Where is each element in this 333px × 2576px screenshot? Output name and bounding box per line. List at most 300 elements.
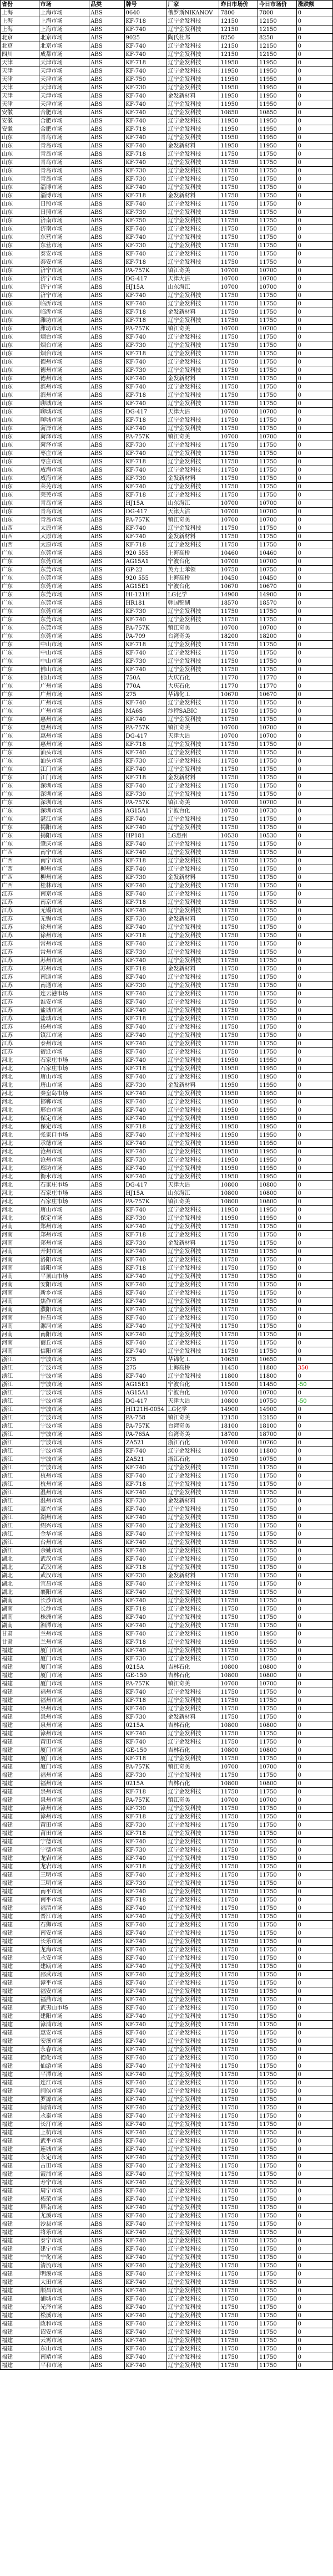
cell-today-price: 11950 <box>258 100 296 109</box>
cell-today-price: 10700 <box>258 433 296 441</box>
cell-today-price: 11750 <box>258 1854 296 1863</box>
cell-manufacturer: 辽宁金发科技 <box>167 200 219 208</box>
table-row <box>1 915 333 923</box>
table-row <box>1 715 333 724</box>
cell-change: 0 <box>296 425 332 433</box>
cell-manufacturer: 辽宁金发科技 <box>167 1264 219 1272</box>
cell-change: 0 <box>296 1871 332 1879</box>
cell-grade: KF-740 <box>124 2046 167 2054</box>
cell-grade: PA-757K <box>124 1198 167 1206</box>
cell-province: 河南 <box>1 1239 39 1248</box>
cell-yesterday-price: 11950 <box>219 1106 258 1115</box>
cell-province: 湖北 <box>1 1563 39 1572</box>
cell-change: 0 <box>296 1356 332 1364</box>
cell-yesterday-price: 12150 <box>219 42 258 50</box>
cell-province: 山东 <box>1 341 39 350</box>
cell-market: 闽侯市场 <box>39 2087 89 2095</box>
cell-grade: HP181 <box>124 832 167 840</box>
cell-grade: KF-730 <box>124 1821 167 1829</box>
table-row <box>1 2312 333 2320</box>
cell-market: 菏泽市场 <box>39 433 89 441</box>
cell-manufacturer: 辽宁金发科技 <box>167 1472 219 1480</box>
cell-yesterday-price: 11750 <box>219 1339 258 1347</box>
cell-grade: KF-740 <box>124 1090 167 1098</box>
cell-market: 南靖市场 <box>39 2353 89 2362</box>
cell-market: 武汉市场 <box>39 1563 89 1572</box>
cell-market: 襄阳市场 <box>39 1588 89 1597</box>
cell-manufacturer: 辽宁金发科技 <box>167 824 219 832</box>
cell-yesterday-price: 11750 <box>219 541 258 549</box>
cell-province: 福建 <box>1 2303 39 2312</box>
cell-province: 山东 <box>1 400 39 408</box>
cell-manufacturer: 辽宁金发科技 <box>167 167 219 175</box>
cell-today-price: 11750 <box>258 1904 296 1913</box>
cell-category: ABS <box>89 1447 124 1455</box>
cell-manufacturer: 辽宁金发科技 <box>167 1505 219 1514</box>
cell-province: 广东 <box>1 641 39 649</box>
cell-province: 福建 <box>1 2212 39 2220</box>
cell-yesterday-price: 11750 <box>219 466 258 474</box>
cell-market: 滨州市场 <box>39 383 89 391</box>
cell-province: 河北 <box>1 1173 39 1181</box>
table-row <box>1 657 333 666</box>
cell-today-price: 11750 <box>258 1788 296 1796</box>
cell-category: ABS <box>89 383 124 391</box>
cell-grade: KF-740 <box>124 358 167 366</box>
cell-market: 汕头市场 <box>39 749 89 757</box>
cell-province: 福建 <box>1 1755 39 1763</box>
cell-manufacturer: 天津大沽 <box>167 1181 219 1189</box>
cell-manufacturer: 辽宁金发科技 <box>167 458 219 466</box>
cell-yesterday-price: 11750 <box>219 1497 258 1505</box>
cell-yesterday-price: 11750 <box>219 1239 258 1248</box>
cell-category: ABS <box>89 142 124 150</box>
cell-change: 0 <box>296 192 332 200</box>
cell-change: 0 <box>296 508 332 516</box>
cell-today-price: 10800 <box>258 1189 296 1198</box>
cell-province: 福建 <box>1 2229 39 2237</box>
cell-yesterday-price: 11750 <box>219 1489 258 1497</box>
cell-province: 山东 <box>1 474 39 483</box>
cell-manufacturer: 辽宁金发科技 <box>167 1771 219 1780</box>
cell-market: 天津市场 <box>39 92 89 100</box>
cell-category: ABS <box>89 1929 124 1938</box>
cell-change: 0 <box>296 2095 332 2104</box>
cell-province: 福建 <box>1 1696 39 1705</box>
cell-change: 0 <box>296 1721 332 1730</box>
cell-change: 0 <box>296 1638 332 1647</box>
cell-grade: KF-740 <box>124 533 167 541</box>
cell-grade: KF-740 <box>124 2095 167 2104</box>
cell-category: ABS <box>89 258 124 267</box>
cell-change: 0 <box>296 790 332 799</box>
table-row <box>1 2345 333 2353</box>
cell-grade: KF-740 <box>124 183 167 192</box>
cell-grade: KF-730 <box>124 607 167 616</box>
cell-manufacturer: 镇江奇美 <box>167 724 219 732</box>
cell-market: 太原市场 <box>39 524 89 533</box>
table-row <box>1 1281 333 1289</box>
cell-market: 福清市场 <box>39 1904 89 1913</box>
cell-yesterday-price: 11750 <box>219 308 258 316</box>
cell-manufacturer: 辽宁金发科技 <box>167 1530 219 1539</box>
table-row <box>1 1530 333 1539</box>
cell-market: 唐山市场 <box>39 1081 89 1090</box>
cell-manufacturer: 辽宁金发科技 <box>167 1971 219 1979</box>
cell-category: ABS <box>89 1522 124 1530</box>
cell-market: 莆田市场 <box>39 1821 89 1829</box>
table-row <box>1 100 333 109</box>
cell-province: 河北 <box>1 1198 39 1206</box>
cell-grade: KF-718 <box>124 316 167 325</box>
table-row <box>1 524 333 533</box>
cell-yesterday-price: 11750 <box>219 200 258 208</box>
table-row <box>1 92 333 100</box>
cell-category: ABS <box>89 1954 124 1962</box>
cell-market: 泰安市场 <box>39 258 89 267</box>
cell-manufacturer: 台湾奇美 <box>167 632 219 641</box>
cell-change: 0 <box>296 799 332 807</box>
cell-province: 山东 <box>1 491 39 499</box>
cell-yesterday-price: 11750 <box>219 641 258 649</box>
cell-change: 0 <box>296 2004 332 2012</box>
cell-category: ABS <box>89 1206 124 1214</box>
cell-manufacturer: 金发新材料 <box>167 1239 219 1248</box>
cell-market: 佛山市场 <box>39 674 89 682</box>
cell-province: 福建 <box>1 1979 39 1987</box>
cell-manufacturer: 天津大沽 <box>167 408 219 416</box>
cell-change: 0 <box>296 732 332 740</box>
cell-manufacturer: 金发新材料 <box>167 873 219 882</box>
cell-category: ABS <box>89 1322 124 1331</box>
cell-change: 0 <box>296 1048 332 1056</box>
cell-manufacturer: 辽宁金发科技 <box>167 641 219 649</box>
cell-yesterday-price: 11750 <box>219 1788 258 1796</box>
cell-change: 0 <box>296 1580 332 1588</box>
cell-grade: KF-740 <box>124 890 167 898</box>
cell-category: ABS <box>89 1705 124 1713</box>
cell-province: 天津 <box>1 84 39 92</box>
cell-category: ABS <box>89 1572 124 1580</box>
cell-category: ABS <box>89 408 124 416</box>
cell-change: 0 <box>296 1738 332 1746</box>
cell-manufacturer: 辽宁金发科技 <box>167 998 219 1006</box>
cell-province: 山东 <box>1 366 39 375</box>
cell-grade: KF-740 <box>124 616 167 624</box>
cell-market: 中山市场 <box>39 657 89 666</box>
cell-today-price: 10700 <box>258 508 296 516</box>
table-row <box>1 1156 333 1164</box>
cell-category: ABS <box>89 1173 124 1181</box>
cell-category: ABS <box>89 582 124 591</box>
cell-today-price: 11750 <box>258 857 296 865</box>
cell-yesterday-price: 11750 <box>219 2087 258 2095</box>
cell-province: 福建 <box>1 1888 39 1896</box>
cell-manufacturer: 辽宁金发科技 <box>167 699 219 707</box>
cell-today-price: 11750 <box>258 416 296 425</box>
cell-market: 东莞市场 <box>39 549 89 558</box>
cell-market: 邵武市场 <box>39 1971 89 1979</box>
cell-yesterday-price: 11750 <box>219 150 258 159</box>
cell-manufacturer: 沙特SABIC <box>167 707 219 715</box>
cell-manufacturer: 辽宁金发科技 <box>167 1630 219 1638</box>
cell-manufacturer: 辽宁金发科技 <box>167 449 219 458</box>
cell-today-price: 10760 <box>258 1439 296 1447</box>
cell-category: ABS <box>89 2154 124 2162</box>
cell-market: 临沂市场 <box>39 308 89 316</box>
cell-yesterday-price: 11750 <box>219 782 258 790</box>
cell-market: 宁波市场 <box>39 1422 89 1430</box>
cell-today-price: 11750 <box>258 1522 296 1530</box>
table-row <box>1 1663 333 1672</box>
cell-yesterday-price: 11750 <box>219 192 258 200</box>
cell-yesterday-price: 11750 <box>219 998 258 1006</box>
cell-category: ABS <box>89 17 124 25</box>
cell-manufacturer: 辽宁金发科技 <box>167 1148 219 1156</box>
cell-today-price: 11750 <box>258 1605 296 1613</box>
cell-change: 0 <box>296 524 332 533</box>
cell-today-price: 10750 <box>258 1397 296 1405</box>
table-row <box>1 1896 333 1904</box>
cell-today-price: 11750 <box>258 965 296 973</box>
cell-grade: KF-740 <box>124 2079 167 2087</box>
cell-manufacturer: 辽宁金发科技 <box>167 865 219 873</box>
cell-today-price: 11750 <box>258 300 296 308</box>
cell-change: 0 <box>296 1106 332 1115</box>
cell-change: 0 <box>296 815 332 824</box>
cell-category: ABS <box>89 159 124 167</box>
cell-today-price: 11950 <box>258 1164 296 1173</box>
cell-category: ABS <box>89 1563 124 1572</box>
cell-manufacturer: 金发新材料 <box>167 1572 219 1580</box>
cell-today-price: 11750 <box>258 2170 296 2179</box>
cell-market: 厦门市场 <box>39 1763 89 1771</box>
cell-today-price: 11750 <box>258 2054 296 2062</box>
cell-yesterday-price: 11750 <box>219 757 258 765</box>
cell-grade: 750A <box>124 674 167 682</box>
cell-today-price: 11750 <box>258 533 296 541</box>
cell-today-price: 11750 <box>258 840 296 849</box>
cell-category: ABS <box>89 732 124 740</box>
cell-category: ABS <box>89 624 124 632</box>
cell-manufacturer: 辽宁金发科技 <box>167 1805 219 1813</box>
cell-yesterday-price: 11750 <box>219 1040 258 1048</box>
cell-change: 0 <box>296 2071 332 2079</box>
cell-yesterday-price: 11750 <box>219 1231 258 1239</box>
cell-grade: KF-740 <box>124 1580 167 1588</box>
cell-today-price: 11750 <box>258 1846 296 1854</box>
cell-market: 长乐市场 <box>39 1938 89 1946</box>
cell-market: 厦门市场 <box>39 1672 89 1680</box>
cell-grade: KF-730 <box>124 948 167 957</box>
cell-change: 0 <box>296 2120 332 2129</box>
cell-grade: KF-740 <box>124 749 167 757</box>
cell-category: ABS <box>89 458 124 466</box>
cell-change: 0 <box>296 233 332 242</box>
cell-yesterday-price: 11750 <box>219 1755 258 1763</box>
cell-change: 0 <box>296 2204 332 2212</box>
cell-change: 0 <box>296 59 332 67</box>
cell-today-price: 10700 <box>258 624 296 632</box>
cell-change: 0 <box>296 2262 332 2270</box>
cell-market: 深圳市场 <box>39 799 89 807</box>
table-row <box>1 1929 333 1938</box>
table-row <box>1 857 333 865</box>
cell-category: ABS <box>89 2062 124 2071</box>
cell-yesterday-price: 11950 <box>219 1164 258 1173</box>
cell-today-price: 11750 <box>258 2229 296 2237</box>
table-row <box>1 508 333 516</box>
cell-province: 山东 <box>1 200 39 208</box>
cell-province: 江苏 <box>1 1015 39 1023</box>
cell-province: 福建 <box>1 1996 39 2004</box>
cell-yesterday-price: 10700 <box>219 267 258 275</box>
cell-category: ABS <box>89 242 124 250</box>
cell-category: ABS <box>89 857 124 865</box>
cell-manufacturer: LG惠州 <box>167 832 219 840</box>
cell-change: 0 <box>296 1372 332 1381</box>
cell-category: ABS <box>89 2129 124 2137</box>
cell-grade: KF-740 <box>124 1688 167 1696</box>
cell-change: 0 <box>296 458 332 466</box>
cell-market: 承德市场 <box>39 1139 89 1148</box>
cell-category: ABS <box>89 2037 124 2046</box>
table-row <box>1 2195 333 2204</box>
cell-yesterday-price: 11750 <box>219 1962 258 1971</box>
cell-market: 株洲市场 <box>39 1613 89 1622</box>
cell-category: ABS <box>89 2145 124 2154</box>
cell-grade: KF-740 <box>124 940 167 948</box>
cell-province: 福建 <box>1 1672 39 1680</box>
cell-manufacturer: 辽宁金发科技 <box>167 2129 219 2137</box>
cell-today-price: 11750 <box>258 233 296 242</box>
cell-category: ABS <box>89 1863 124 1871</box>
cell-category: ABS <box>89 790 124 799</box>
cell-today-price: 11950 <box>258 1065 296 1073</box>
cell-manufacturer: 英力士苯领 <box>167 566 219 574</box>
table-row <box>1 2062 333 2071</box>
cell-yesterday-price: 10800 <box>219 1780 258 1788</box>
cell-change: 0 <box>296 998 332 1006</box>
cell-province: 山东 <box>1 225 39 233</box>
cell-province: 北京 <box>1 42 39 50</box>
cell-market: 济南市场 <box>39 225 89 233</box>
cell-today-price: 11750 <box>258 782 296 790</box>
cell-province: 山东 <box>1 150 39 159</box>
cell-market: 泰安市场 <box>39 250 89 258</box>
cell-category: ABS <box>89 1796 124 1805</box>
cell-today-price: 11950 <box>258 84 296 92</box>
cell-category: ABS <box>89 1248 124 1256</box>
cell-province: 江苏 <box>1 907 39 915</box>
table-row <box>1 1962 333 1971</box>
cell-province: 浙江 <box>1 1430 39 1439</box>
cell-category: ABS <box>89 1422 124 1430</box>
cell-market: 宁波市场 <box>39 1381 89 1389</box>
cell-category: ABS <box>89 416 124 425</box>
cell-market: 沙县市场 <box>39 2220 89 2229</box>
cell-province: 河南 <box>1 1223 39 1231</box>
table-row <box>1 2037 333 2046</box>
cell-grade: KF-740 <box>124 1921 167 1929</box>
table-row <box>1 1322 333 1331</box>
cell-change: 0 <box>296 1896 332 1904</box>
cell-category: ABS <box>89 1389 124 1397</box>
cell-yesterday-price: 11750 <box>219 2120 258 2129</box>
cell-grade: KF-740 <box>124 1522 167 1530</box>
cell-today-price: 11750 <box>258 400 296 408</box>
cell-grade: KF-718 <box>124 1123 167 1131</box>
cell-market: 烟台市场 <box>39 350 89 358</box>
cell-grade: KF-740 <box>124 1854 167 1863</box>
cell-change: 0 <box>296 1430 332 1439</box>
cell-grade: KF-740 <box>124 2345 167 2353</box>
cell-today-price: 11950 <box>258 92 296 100</box>
cell-category: ABS <box>89 2004 124 2012</box>
cell-yesterday-price: 10700 <box>219 624 258 632</box>
cell-change: 0 <box>296 383 332 391</box>
cell-today-price: 11750 <box>258 1331 296 1339</box>
cell-yesterday-price: 11750 <box>219 865 258 873</box>
cell-yesterday-price: 10700 <box>219 558 258 566</box>
cell-manufacturer: 辽宁金发科技 <box>167 2004 219 2012</box>
cell-change: 0 <box>296 217 332 225</box>
cell-grade: KF-740 <box>124 333 167 341</box>
cell-market: 北京市场 <box>39 34 89 42</box>
cell-category: ABS <box>89 1090 124 1098</box>
cell-manufacturer: 辽宁金发科技 <box>167 1938 219 1946</box>
cell-manufacturer: 辽宁金发科技 <box>167 292 219 300</box>
cell-category: ABS <box>89 1023 124 1031</box>
cell-manufacturer: 辽宁金发科技 <box>167 2162 219 2170</box>
cell-today-price: 11750 <box>258 2087 296 2095</box>
cell-change: 0 <box>296 2195 332 2204</box>
cell-market: 徐州市场 <box>39 932 89 940</box>
cell-yesterday-price: 11750 <box>219 225 258 233</box>
table-row <box>1 691 333 699</box>
cell-change: 0 <box>296 242 332 250</box>
cell-change: 0 <box>296 940 332 948</box>
cell-yesterday-price: 11750 <box>219 1655 258 1663</box>
table-row <box>1 1231 333 1239</box>
cell-market: 天津市场 <box>39 84 89 92</box>
cell-province: 福建 <box>1 2087 39 2095</box>
cell-manufacturer: 辽宁金发科技 <box>167 948 219 957</box>
cell-category: ABS <box>89 1896 124 1904</box>
cell-yesterday-price: 11750 <box>219 2112 258 2120</box>
cell-grade: KF-740 <box>124 1622 167 1630</box>
cell-market: 安阳市场 <box>39 1281 89 1289</box>
cell-today-price: 11750 <box>258 483 296 491</box>
cell-market: 温州市场 <box>39 1497 89 1505</box>
cell-yesterday-price: 11950 <box>219 1123 258 1131</box>
cell-grade: KF-740 <box>124 1098 167 1106</box>
cell-category: ABS <box>89 2137 124 2145</box>
cell-grade: KF-718 <box>124 1638 167 1647</box>
table-row <box>1 1505 333 1514</box>
cell-province: 河北 <box>1 1189 39 1198</box>
cell-market: 济宁市场 <box>39 275 89 283</box>
cell-grade: KF-740 <box>124 1339 167 1347</box>
cell-today-price: 11750 <box>258 957 296 965</box>
cell-province: 天津 <box>1 59 39 67</box>
cell-change: 0 <box>296 1780 332 1788</box>
cell-change: 0 <box>296 1081 332 1090</box>
cell-category: ABS <box>89 125 124 134</box>
cell-today-price: 11750 <box>258 915 296 923</box>
cell-province: 浙江 <box>1 1356 39 1364</box>
cell-yesterday-price: 11800 <box>219 1447 258 1455</box>
